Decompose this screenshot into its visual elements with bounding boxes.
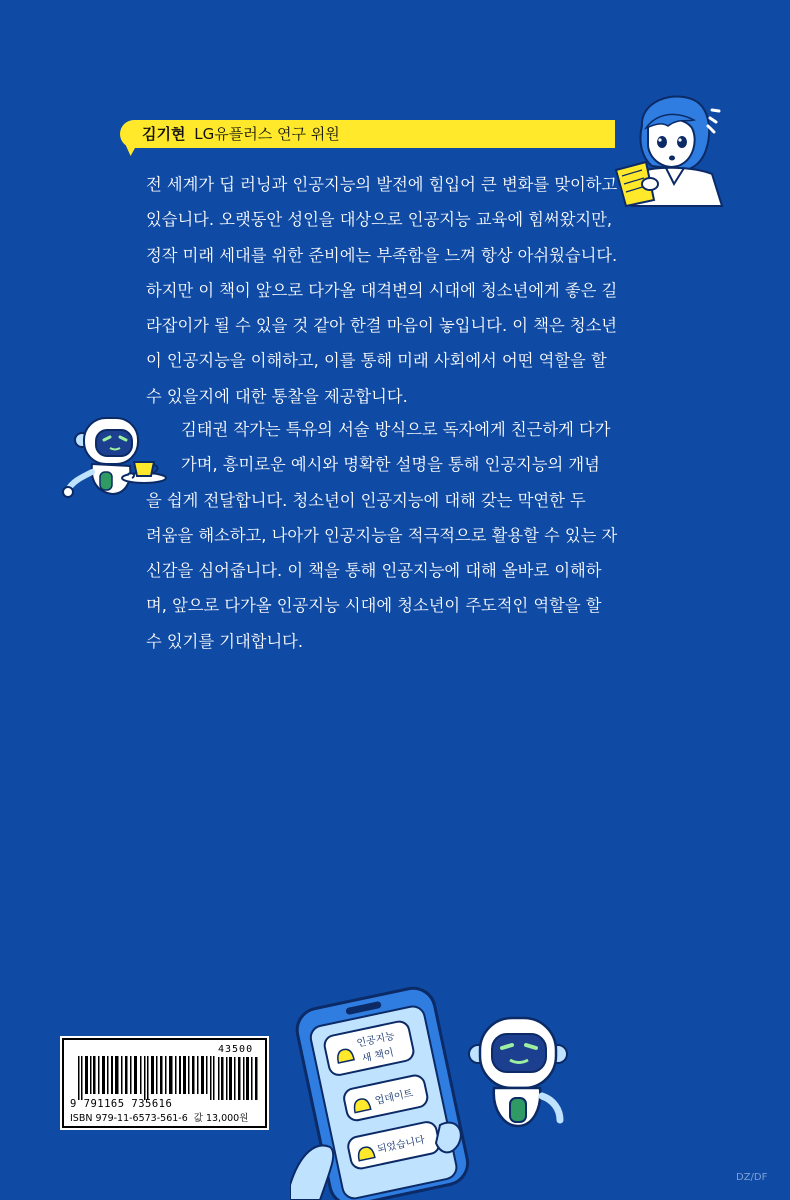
robot-illustration	[462, 1000, 572, 1130]
barcode-bars	[78, 1056, 216, 1100]
barcode-addon-bars	[218, 1057, 258, 1100]
text-line: 라잡이가 될 수 있을 것 같아 한결 마음이 놓입니다. 이 책은 청소년	[146, 316, 618, 336]
phone-notification-illustration	[290, 985, 470, 1200]
barcode-addon-number: 43500	[218, 1044, 254, 1055]
barcode-label	[70, 1044, 260, 1122]
text-line: 을 쉽게 전달합니다. 청소년이 인공지능에 대해 갖는 막연한 두	[146, 490, 586, 510]
speech-bubble-tail	[121, 140, 140, 156]
barcode-digits: 9 791165 735616	[70, 1098, 173, 1110]
girl-reading-illustration	[612, 88, 732, 208]
notification-text-1a: 인공지능	[355, 1030, 396, 1050]
text-line: 며, 앞으로 다가올 인공지능 시대에 청소년이 주도적인 역할을 할	[146, 596, 602, 616]
text-line: 려움을 해소하고, 나아가 인공지능을 적극적으로 활용할 수 있는 자	[146, 525, 618, 545]
review-paragraph-2	[146, 412, 616, 659]
book-price: 값 13,000원	[193, 1113, 249, 1124]
isbn-line	[70, 1110, 248, 1124]
text-line: 수 있기를 기대합니다.	[146, 631, 304, 651]
notification-text-2: 업데이트	[374, 1088, 415, 1108]
review-paragraph-1	[146, 167, 616, 414]
corner-mark: DZ/DF	[736, 1172, 768, 1183]
text-line: 가며, 흥미로운 예시와 명확한 설명을 통해 인공지능의 개념	[181, 455, 600, 475]
reviewer-role: LG유플러스 연구 위원	[194, 125, 340, 143]
text-line: 정작 미래 세대를 위한 준비에는 부족함을 느껴 항상 아쉬웠습니다.	[146, 245, 618, 265]
text-line: 전 세계가 딥 러닝과 인공지능의 발전에 힘입어 큰 변화를 맞이하고	[146, 175, 618, 194]
reviewer-name: 김기현	[142, 125, 186, 143]
text-line: 수 있을지에 대한 통찰을 제공합니다.	[146, 386, 408, 406]
text-line: 신감을 심어줍니다. 이 책을 통해 인공지능에 대해 올바로 이해하	[146, 561, 602, 581]
notification-text-3: 되었습니다	[376, 1134, 426, 1156]
isbn-number: ISBN 979-11-6573-561-6	[70, 1113, 188, 1124]
text-line: 이 인공지능을 이해하고, 이를 통해 미래 사회에서 어떤 역할을 할	[146, 351, 607, 371]
text-line: 김태권 작가는 특유의 서술 방식으로 독자에게 친근하게 다가	[181, 420, 611, 439]
text-line: 있습니다. 오랫동안 성인을 대상으로 인공지능 교육에 힘써왔지만,	[146, 210, 613, 230]
reviewer-credit	[142, 123, 340, 145]
isbn-barcode	[60, 1036, 269, 1130]
notification-text-1b: 새 책이	[361, 1047, 395, 1065]
text-line: 하지만 이 책이 앞으로 다가올 대격변의 시대에 청소년에게 좋은 길	[146, 280, 618, 300]
